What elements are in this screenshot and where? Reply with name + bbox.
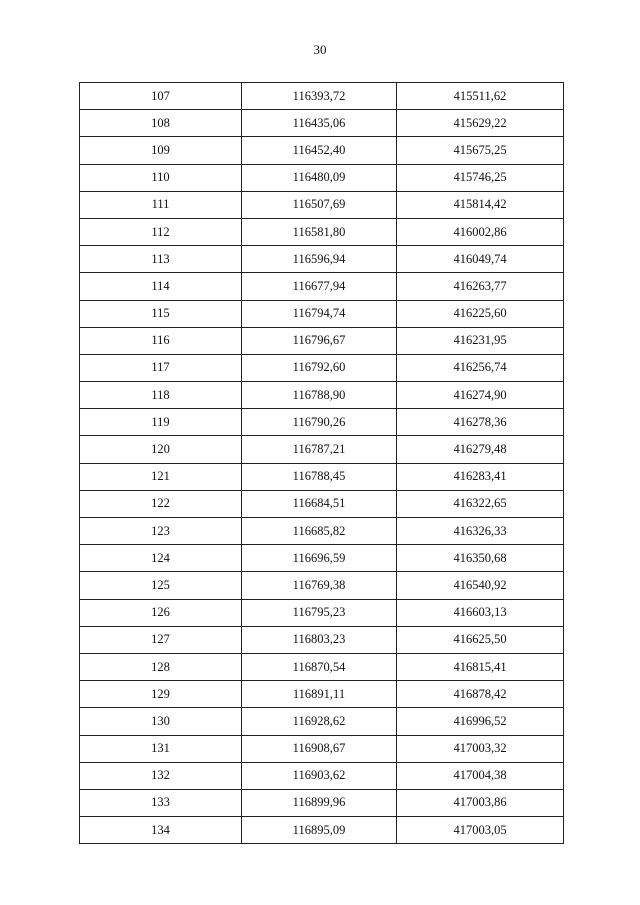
x-coordinate-cell: 116581,80 xyxy=(242,218,397,245)
x-coordinate-cell: 116928,62 xyxy=(242,708,397,735)
table-row xyxy=(80,137,564,164)
x-coordinate-cell: 116393,72 xyxy=(242,83,397,110)
point-number-cell: 117 xyxy=(80,354,242,381)
table-row xyxy=(80,436,564,463)
coordinates-table xyxy=(79,82,564,844)
y-coordinate-cell: 416878,42 xyxy=(397,681,564,708)
y-coordinate-cell: 415629,22 xyxy=(397,110,564,137)
table-row xyxy=(80,273,564,300)
table-row xyxy=(80,83,564,110)
point-number-cell: 126 xyxy=(80,599,242,626)
x-coordinate-cell: 116788,45 xyxy=(242,463,397,490)
point-number-cell: 111 xyxy=(80,191,242,218)
table-row xyxy=(80,463,564,490)
point-number-cell: 122 xyxy=(80,490,242,517)
point-number-cell: 123 xyxy=(80,518,242,545)
y-coordinate-cell: 416231,95 xyxy=(397,327,564,354)
table-row xyxy=(80,681,564,708)
y-coordinate-cell: 416322,65 xyxy=(397,490,564,517)
page-number: 30 xyxy=(313,42,327,57)
y-coordinate-cell: 416263,77 xyxy=(397,273,564,300)
x-coordinate-cell: 116685,82 xyxy=(242,518,397,545)
point-number-cell: 108 xyxy=(80,110,242,137)
point-number-cell: 125 xyxy=(80,572,242,599)
y-coordinate-cell: 417004,38 xyxy=(397,762,564,789)
y-coordinate-cell: 415675,25 xyxy=(397,137,564,164)
y-coordinate-cell: 416603,13 xyxy=(397,599,564,626)
y-coordinate-cell: 417003,86 xyxy=(397,789,564,816)
x-coordinate-cell: 116899,96 xyxy=(242,789,397,816)
point-number-cell: 132 xyxy=(80,762,242,789)
table-row xyxy=(80,191,564,218)
point-number-cell: 121 xyxy=(80,463,242,490)
table-row xyxy=(80,246,564,273)
point-number-cell: 116 xyxy=(80,327,242,354)
table-row xyxy=(80,382,564,409)
x-coordinate-cell: 116796,67 xyxy=(242,327,397,354)
y-coordinate-cell: 415814,42 xyxy=(397,191,564,218)
table-row xyxy=(80,545,564,572)
x-coordinate-cell: 116435,06 xyxy=(242,110,397,137)
y-coordinate-cell: 415746,25 xyxy=(397,164,564,191)
y-coordinate-cell: 416274,90 xyxy=(397,382,564,409)
y-coordinate-cell: 416625,50 xyxy=(397,626,564,653)
y-coordinate-cell: 417003,05 xyxy=(397,817,564,844)
y-coordinate-cell: 415511,62 xyxy=(397,83,564,110)
x-coordinate-cell: 116696,59 xyxy=(242,545,397,572)
coordinates-table-body xyxy=(80,83,564,844)
point-number-cell: 112 xyxy=(80,218,242,245)
point-number-cell: 118 xyxy=(80,382,242,409)
table-row xyxy=(80,218,564,245)
point-number-cell: 114 xyxy=(80,273,242,300)
y-coordinate-cell: 416002,86 xyxy=(397,218,564,245)
table-row xyxy=(80,762,564,789)
point-number-cell: 131 xyxy=(80,735,242,762)
table-row xyxy=(80,708,564,735)
x-coordinate-cell: 116677,94 xyxy=(242,273,397,300)
x-coordinate-cell: 116790,26 xyxy=(242,409,397,436)
table-row xyxy=(80,300,564,327)
table-row xyxy=(80,735,564,762)
x-coordinate-cell: 116452,40 xyxy=(242,137,397,164)
y-coordinate-cell: 416049,74 xyxy=(397,246,564,273)
x-coordinate-cell: 116507,69 xyxy=(242,191,397,218)
table-row xyxy=(80,490,564,517)
y-coordinate-cell: 416540,92 xyxy=(397,572,564,599)
x-coordinate-cell: 116870,54 xyxy=(242,653,397,680)
x-coordinate-cell: 116792,60 xyxy=(242,354,397,381)
y-coordinate-cell: 416283,41 xyxy=(397,463,564,490)
table-row xyxy=(80,327,564,354)
x-coordinate-cell: 116795,23 xyxy=(242,599,397,626)
table-row xyxy=(80,164,564,191)
table-row xyxy=(80,572,564,599)
point-number-cell: 113 xyxy=(80,246,242,273)
point-number-cell: 129 xyxy=(80,681,242,708)
y-coordinate-cell: 416350,68 xyxy=(397,545,564,572)
y-coordinate-cell: 416278,36 xyxy=(397,409,564,436)
point-number-cell: 133 xyxy=(80,789,242,816)
point-number-cell: 120 xyxy=(80,436,242,463)
y-coordinate-cell: 416326,33 xyxy=(397,518,564,545)
table-row xyxy=(80,789,564,816)
x-coordinate-cell: 116596,94 xyxy=(242,246,397,273)
y-coordinate-cell: 416996,52 xyxy=(397,708,564,735)
table-row xyxy=(80,626,564,653)
y-coordinate-cell: 416279,48 xyxy=(397,436,564,463)
point-number-cell: 107 xyxy=(80,83,242,110)
point-number-cell: 130 xyxy=(80,708,242,735)
x-coordinate-cell: 116895,09 xyxy=(242,817,397,844)
table-row xyxy=(80,817,564,844)
x-coordinate-cell: 116769,38 xyxy=(242,572,397,599)
point-number-cell: 115 xyxy=(80,300,242,327)
point-number-cell: 110 xyxy=(80,164,242,191)
point-number-cell: 124 xyxy=(80,545,242,572)
point-number-cell: 119 xyxy=(80,409,242,436)
point-number-cell: 127 xyxy=(80,626,242,653)
x-coordinate-cell: 116903,62 xyxy=(242,762,397,789)
table-row xyxy=(80,110,564,137)
x-coordinate-cell: 116684,51 xyxy=(242,490,397,517)
x-coordinate-cell: 116794,74 xyxy=(242,300,397,327)
table-row xyxy=(80,409,564,436)
point-number-cell: 128 xyxy=(80,653,242,680)
x-coordinate-cell: 116803,23 xyxy=(242,626,397,653)
x-coordinate-cell: 116788,90 xyxy=(242,382,397,409)
y-coordinate-cell: 417003,32 xyxy=(397,735,564,762)
table-row xyxy=(80,518,564,545)
x-coordinate-cell: 116480,09 xyxy=(242,164,397,191)
table-row xyxy=(80,653,564,680)
point-number-cell: 134 xyxy=(80,817,242,844)
y-coordinate-cell: 416815,41 xyxy=(397,653,564,680)
table-row xyxy=(80,354,564,381)
table-row xyxy=(80,599,564,626)
y-coordinate-cell: 416225,60 xyxy=(397,300,564,327)
x-coordinate-cell: 116891,11 xyxy=(242,681,397,708)
x-coordinate-cell: 116908,67 xyxy=(242,735,397,762)
y-coordinate-cell: 416256,74 xyxy=(397,354,564,381)
point-number-cell: 109 xyxy=(80,137,242,164)
x-coordinate-cell: 116787,21 xyxy=(242,436,397,463)
